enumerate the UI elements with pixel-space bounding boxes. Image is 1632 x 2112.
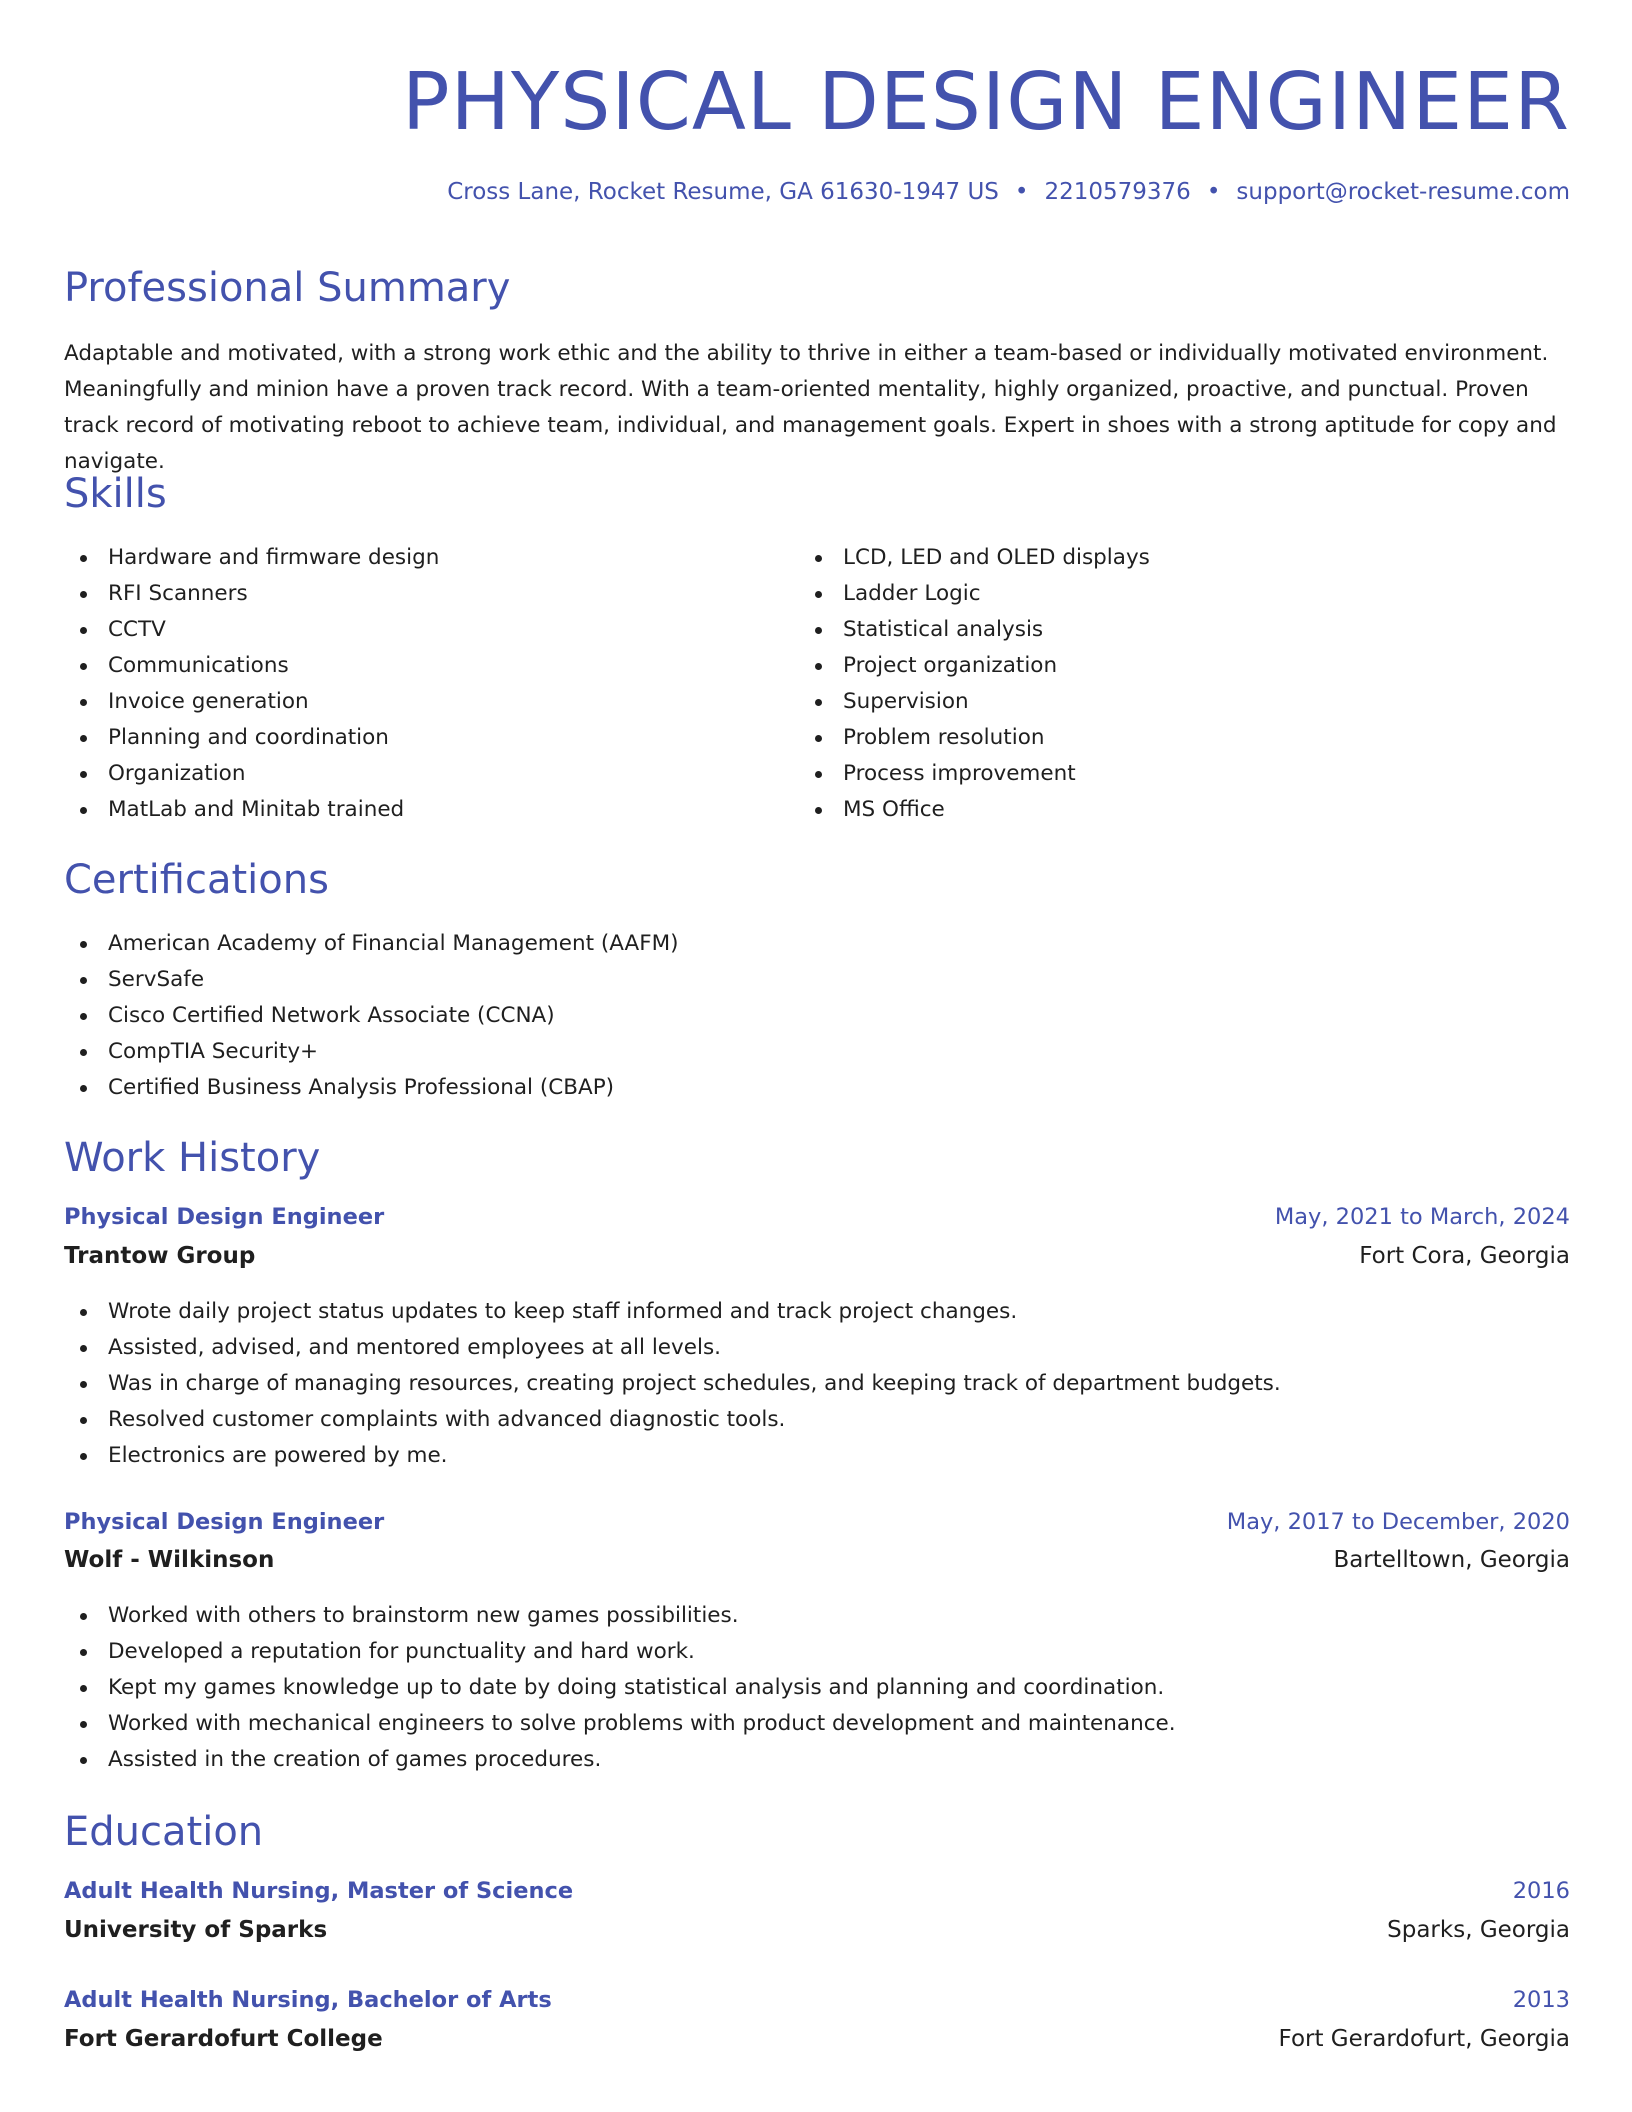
contact-address: Cross Lane, Rocket Resume, GA 61630-1947 US bbox=[447, 179, 999, 205]
skill-item: Invoice generation bbox=[64, 684, 439, 720]
skill-item: LCD, LED and OLED displays bbox=[799, 540, 1150, 576]
skill-item: Hardware and firmware design bbox=[64, 540, 439, 576]
skill-item: Ladder Logic bbox=[799, 576, 1150, 612]
job-dates: May, 2017 to December, 2020 bbox=[1226, 1509, 1570, 1535]
skill-item: MatLab and Minitab trained bbox=[64, 792, 439, 828]
education-year: 2016 bbox=[1512, 1878, 1570, 1904]
certification-item: American Academy of Financial Management (AAFM) bbox=[64, 926, 679, 962]
skill-item: Process improvement bbox=[799, 756, 1150, 792]
education-degree-row bbox=[64, 1878, 1570, 1904]
skill-item: Project organization bbox=[799, 648, 1150, 684]
education-location: Fort Gerardofurt, Georgia bbox=[1278, 2026, 1570, 2052]
education-degree: Adult Health Nursing, Bachelor of Arts bbox=[64, 1987, 552, 2013]
certifications-list bbox=[64, 926, 679, 1106]
skill-item: Planning and coordination bbox=[64, 720, 439, 756]
job-title: Physical Design Engineer bbox=[64, 1204, 385, 1230]
job-company: Trantow Group bbox=[64, 1243, 256, 1269]
contact-email[interactable]: support@rocket-resume.com bbox=[1236, 179, 1570, 205]
education-location: Sparks, Georgia bbox=[1387, 1917, 1570, 1943]
job-bullet: Assisted, advised, and mentored employees at all levels. bbox=[64, 1330, 1281, 1366]
education-school-row bbox=[64, 1917, 1570, 1943]
separator-dot: • bbox=[1206, 179, 1221, 205]
job-location: Bartelltown, Georgia bbox=[1333, 1547, 1570, 1573]
skill-item: RFI Scanners bbox=[64, 576, 439, 612]
skill-item: CCTV bbox=[64, 612, 439, 648]
contact-line bbox=[447, 176, 1570, 208]
skill-item: Organization bbox=[64, 756, 439, 792]
job-company: Wolf - Wilkinson bbox=[64, 1547, 275, 1573]
job-bullets-block bbox=[64, 1598, 1176, 1778]
job-bullet: Kept my games knowledge up to date by doing statistical analysis and planning and coordination. bbox=[64, 1670, 1176, 1706]
certification-item: Certified Business Analysis Professional (CBAP) bbox=[64, 1070, 679, 1106]
job-title-row bbox=[64, 1204, 1570, 1230]
job-bullets bbox=[64, 1294, 1281, 1474]
job-title: Physical Design Engineer bbox=[64, 1509, 385, 1535]
job-bullet: Wrote daily project status updates to keep staff informed and track project changes. bbox=[64, 1294, 1281, 1330]
skill-item: Supervision bbox=[799, 684, 1150, 720]
skill-item: Problem resolution bbox=[799, 720, 1150, 756]
education-degree-row bbox=[64, 1987, 1570, 2013]
skills-heading: Skills bbox=[64, 471, 167, 517]
education-year: 2013 bbox=[1512, 1987, 1570, 2013]
job-bullet: Developed a reputation for punctuality and hard work. bbox=[64, 1634, 1176, 1670]
work-heading: Work History bbox=[64, 1135, 321, 1181]
summary-text: Adaptable and motivated, with a strong work ethic and the ability to thrive in either a team-based or individually motivated environment. Meaningfully and minion have a proven track record. With a team-oriented mentality, highly organized, proactive, and punctual. Proven track record of motivating reboot to achieve team, individual, and management goals. Expert in shoes with a strong aptitude for copy and navigate. bbox=[64, 341, 1557, 474]
summary-heading: Professional Summary bbox=[64, 265, 511, 311]
skills-column-left bbox=[64, 540, 439, 828]
separator-dot: • bbox=[1014, 179, 1029, 205]
job-bullet: Was in charge of managing resources, creating project schedules, and keeping track of department budgets. bbox=[64, 1366, 1281, 1402]
job-bullet: Assisted in the creation of games procedures. bbox=[64, 1742, 1176, 1778]
job-company-row bbox=[64, 1243, 1570, 1269]
job-bullets bbox=[64, 1598, 1176, 1778]
contact-phone: 2210579376 bbox=[1044, 179, 1191, 205]
certification-item: ServSafe bbox=[64, 962, 679, 998]
education-heading: Education bbox=[64, 1809, 264, 1855]
job-bullet: Resolved customer complaints with advanced diagnostic tools. bbox=[64, 1402, 1281, 1438]
job-location: Fort Cora, Georgia bbox=[1359, 1243, 1570, 1269]
skills-list-left bbox=[64, 540, 439, 828]
certifications-block bbox=[64, 926, 679, 1106]
education-degree: Adult Health Nursing, Master of Science bbox=[64, 1878, 574, 1904]
job-bullets-block bbox=[64, 1294, 1281, 1474]
skill-item: Statistical analysis bbox=[799, 612, 1150, 648]
job-dates: May, 2021 to March, 2024 bbox=[1274, 1204, 1570, 1230]
resume-header bbox=[64, 0, 1570, 154]
skill-item: MS Office bbox=[799, 792, 1150, 828]
certifications-heading: Certifications bbox=[64, 857, 329, 903]
skills-column-right bbox=[799, 540, 1150, 828]
skills-list-right bbox=[799, 540, 1150, 828]
job-bullet: Worked with mechanical engineers to solve problems with product development and maintenance. bbox=[64, 1706, 1176, 1742]
job-bullet: Electronics are powered by me. bbox=[64, 1438, 1281, 1474]
job-title-row bbox=[64, 1509, 1570, 1535]
education-school-row bbox=[64, 2026, 1570, 2052]
job-bullet: Worked with others to brainstorm new games possibilities. bbox=[64, 1598, 1176, 1634]
skill-item: Communications bbox=[64, 648, 439, 684]
certification-item: Cisco Certified Network Associate (CCNA) bbox=[64, 998, 679, 1034]
certification-item: CompTIA Security+ bbox=[64, 1034, 679, 1070]
job-company-row bbox=[64, 1547, 1570, 1573]
education-school: University of Sparks bbox=[64, 1917, 328, 1943]
resume-title: PHYSICAL DESIGN ENGINEER bbox=[401, 56, 1570, 148]
education-school: Fort Gerardofurt College bbox=[64, 2026, 383, 2052]
